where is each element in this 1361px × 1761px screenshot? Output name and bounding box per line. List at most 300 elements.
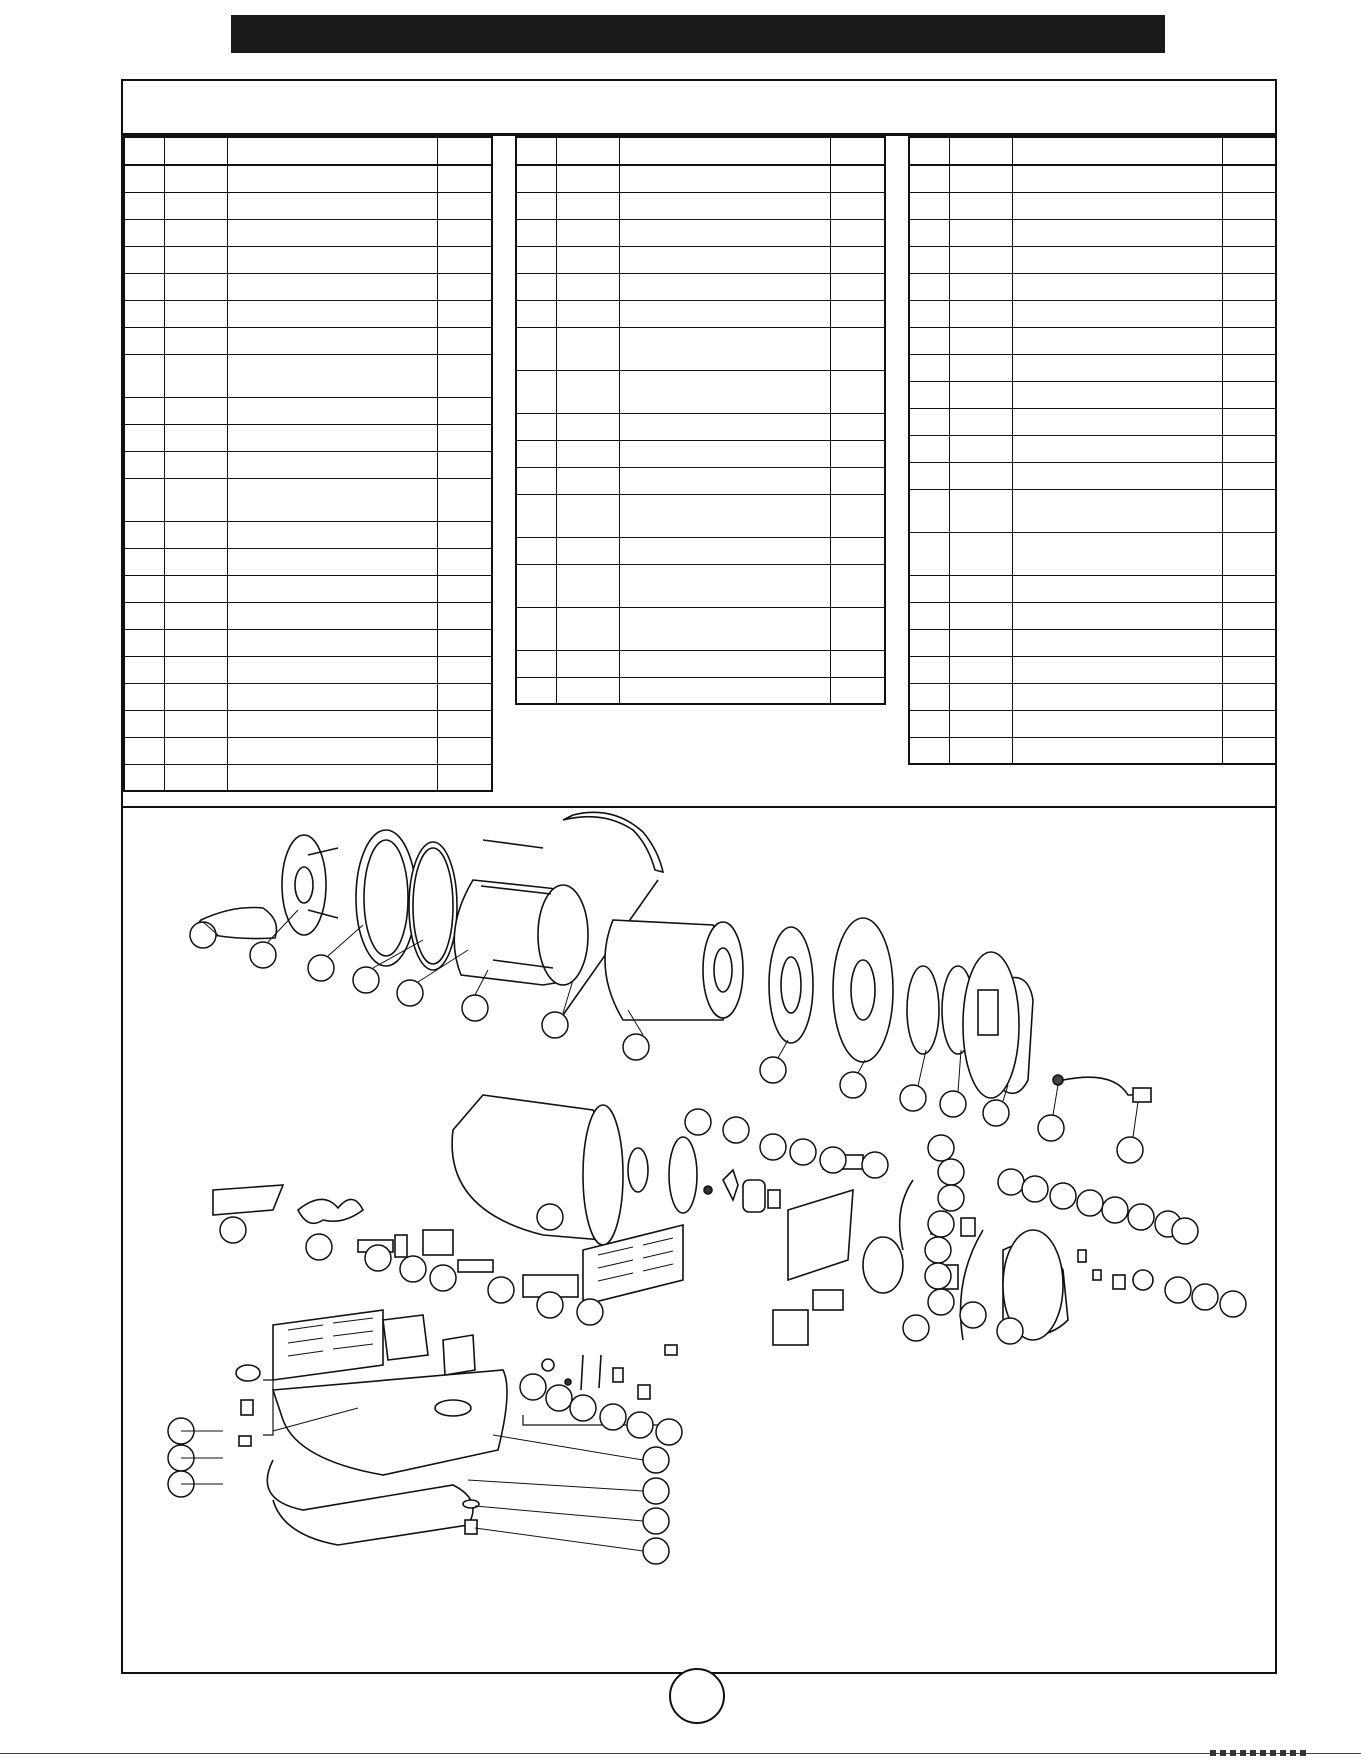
table-row <box>516 300 885 327</box>
table-cell <box>124 273 164 300</box>
table-row <box>909 408 1276 435</box>
callout-circle <box>928 1135 954 1161</box>
parts-table-left <box>123 136 493 792</box>
table-row <box>124 300 492 327</box>
table-cell <box>949 629 1012 656</box>
table-cell <box>619 413 830 440</box>
table-cell <box>556 165 619 192</box>
table-cell <box>909 489 949 532</box>
table-cell <box>164 192 227 219</box>
table-cell <box>909 327 949 354</box>
table-row <box>516 370 885 413</box>
table-cell <box>227 451 437 478</box>
table-cell <box>949 602 1012 629</box>
table-cell <box>1222 489 1276 532</box>
table-cell <box>124 656 164 683</box>
table-cell <box>1012 219 1222 246</box>
table-row <box>516 219 885 246</box>
callout-circle <box>250 942 276 968</box>
table-cell <box>164 656 227 683</box>
callout-circle <box>1050 1183 1076 1209</box>
callout-circle <box>840 1072 866 1098</box>
table-header-cell <box>516 137 556 165</box>
table-row <box>909 683 1276 710</box>
callout-circle <box>790 1139 816 1165</box>
callout-circle <box>430 1265 456 1291</box>
table-cell <box>830 607 885 650</box>
parts-list-frame <box>121 79 1277 1674</box>
table-cell <box>556 607 619 650</box>
table-cell <box>164 737 227 764</box>
table-cell <box>556 246 619 273</box>
table-cell <box>1222 300 1276 327</box>
table-cell <box>1222 602 1276 629</box>
callout-circle <box>1128 1204 1154 1230</box>
callout-circle <box>1172 1218 1198 1244</box>
exploded-parts-diagram <box>123 810 1275 1672</box>
table-cell <box>949 300 1012 327</box>
callout-circle <box>627 1412 653 1438</box>
parts-tables-area <box>123 136 1275 808</box>
callout-circle <box>983 1100 1009 1126</box>
motor-cover-part <box>213 1185 283 1215</box>
table-cell <box>949 462 1012 489</box>
pump-motor-part <box>863 1237 903 1293</box>
table-cell <box>516 440 556 467</box>
solenoid-part <box>961 1218 975 1236</box>
table-cell <box>516 564 556 607</box>
table-cell <box>227 656 437 683</box>
table-cell <box>124 246 164 273</box>
table-row <box>124 656 492 683</box>
table-row <box>124 629 492 656</box>
table-cell <box>516 537 556 564</box>
table-cell <box>516 192 556 219</box>
table-cell <box>437 165 492 192</box>
table-row <box>516 650 885 677</box>
table-cell <box>830 413 885 440</box>
table-cell <box>909 532 949 575</box>
table-row <box>124 478 492 521</box>
fitting-part-2 <box>565 1379 571 1385</box>
callout-circle <box>1102 1197 1128 1223</box>
table-cell <box>1222 219 1276 246</box>
table-cell <box>124 165 164 192</box>
table-row <box>909 462 1276 489</box>
table-header-cell <box>1012 137 1222 165</box>
table-row <box>516 467 885 494</box>
rear-ring-part <box>356 830 416 966</box>
table-cell <box>556 192 619 219</box>
table-cell <box>227 246 437 273</box>
callout-circle <box>220 1217 246 1243</box>
fan-blade-part <box>298 1199 363 1223</box>
table-row <box>516 413 885 440</box>
table-cell <box>556 327 619 370</box>
table-cell <box>437 219 492 246</box>
table-row <box>909 300 1276 327</box>
table-row <box>909 710 1276 737</box>
table-cell <box>227 629 437 656</box>
table-cell <box>516 219 556 246</box>
drain-plug-part <box>465 1520 477 1534</box>
table-row <box>124 424 492 451</box>
table-cell <box>124 737 164 764</box>
table-cell <box>949 408 1012 435</box>
table-cell <box>619 650 830 677</box>
table-cell <box>227 219 437 246</box>
table-cell <box>1012 532 1222 575</box>
table-row <box>124 165 492 192</box>
table-cell <box>619 440 830 467</box>
table-header-row <box>124 137 492 165</box>
table-header-cell <box>437 137 492 165</box>
table-cell <box>1222 462 1276 489</box>
table-cell <box>164 165 227 192</box>
table-cell <box>949 532 1012 575</box>
callout-circle <box>656 1419 682 1445</box>
table-cell <box>164 629 227 656</box>
table-cell <box>909 683 949 710</box>
table-cell <box>1012 327 1222 354</box>
table-cell <box>124 710 164 737</box>
callout-circle <box>643 1508 669 1534</box>
table-row <box>909 327 1276 354</box>
table-cell <box>227 165 437 192</box>
table-cell <box>619 327 830 370</box>
table-cell <box>1222 165 1276 192</box>
table-cell <box>516 165 556 192</box>
table-cell <box>556 537 619 564</box>
table-cell <box>164 327 227 354</box>
table-cell <box>164 602 227 629</box>
table-cell <box>124 764 164 791</box>
table-cell <box>619 607 830 650</box>
table-cell <box>949 381 1012 408</box>
callout-circle <box>1117 1137 1143 1163</box>
table-row <box>124 451 492 478</box>
table-header-cell <box>124 137 164 165</box>
table-row <box>124 397 492 424</box>
table-cell <box>227 300 437 327</box>
callout-circle <box>938 1159 964 1185</box>
table-cell <box>164 548 227 575</box>
cord-bushing-part <box>1053 1075 1063 1085</box>
table-cell <box>516 413 556 440</box>
table-cell <box>949 192 1012 219</box>
table-cell <box>516 467 556 494</box>
callout-circle <box>537 1292 563 1318</box>
top-handle-part <box>563 812 663 872</box>
table-cell <box>516 327 556 370</box>
table-cell <box>1012 165 1222 192</box>
table-cell <box>1012 246 1222 273</box>
nozzle-adapter-part <box>628 1148 648 1192</box>
table-cell <box>437 548 492 575</box>
table-cell <box>516 300 556 327</box>
cap-gasket-part <box>239 1436 251 1446</box>
table-cell <box>909 381 949 408</box>
table-cell <box>227 710 437 737</box>
table-cell <box>556 300 619 327</box>
table-cell <box>1012 710 1222 737</box>
knob-part-1 <box>1093 1270 1101 1280</box>
table-cell <box>949 219 1012 246</box>
table-cell <box>124 397 164 424</box>
table-cell <box>164 397 227 424</box>
table-cell <box>227 575 437 602</box>
table-cell <box>164 575 227 602</box>
table-cell <box>949 737 1012 764</box>
table-cell <box>227 273 437 300</box>
table-cell <box>619 192 830 219</box>
table-row <box>124 354 492 397</box>
table-cell <box>124 424 164 451</box>
fuel-filter-part <box>613 1368 623 1382</box>
spark-plug-part <box>723 1170 738 1200</box>
gasket-ring-part <box>409 842 457 970</box>
fuel-hose-cap-part <box>665 1345 677 1355</box>
lead-wire-part <box>900 1180 913 1250</box>
table-cell <box>437 629 492 656</box>
table-row <box>124 273 492 300</box>
table-header-cell <box>949 137 1012 165</box>
table-cell <box>516 650 556 677</box>
table-cell <box>124 192 164 219</box>
table-row <box>124 192 492 219</box>
table-header-cell <box>830 137 885 165</box>
table-cell <box>909 602 949 629</box>
table-cell <box>949 435 1012 462</box>
table-cell <box>227 737 437 764</box>
table-cell <box>909 435 949 462</box>
table-cell <box>619 273 830 300</box>
table-cell <box>949 656 1012 683</box>
table-header-cell <box>164 137 227 165</box>
table-cell <box>437 327 492 354</box>
table-cell <box>949 327 1012 354</box>
table-cell <box>556 467 619 494</box>
table-cell <box>164 424 227 451</box>
table-cell <box>1012 575 1222 602</box>
callout-circle <box>643 1447 669 1473</box>
callout-circle <box>600 1404 626 1430</box>
table-row <box>516 246 885 273</box>
table-cell <box>437 656 492 683</box>
table-cell <box>1222 192 1276 219</box>
table-cell <box>909 273 949 300</box>
table-cell <box>227 397 437 424</box>
table-cell <box>619 370 830 413</box>
table-cell <box>556 677 619 704</box>
callout-circle <box>820 1147 846 1173</box>
table-cell <box>516 494 556 537</box>
table-cell <box>1222 354 1276 381</box>
table-row <box>516 677 885 704</box>
table-cell <box>227 327 437 354</box>
table-cell <box>437 273 492 300</box>
table-cell <box>556 564 619 607</box>
table-cell <box>830 677 885 704</box>
table-cell <box>949 683 1012 710</box>
callout-circle <box>397 980 423 1006</box>
table-header-row <box>516 137 885 165</box>
table-row <box>909 192 1276 219</box>
callout-circle <box>623 1034 649 1060</box>
table-cell <box>227 424 437 451</box>
table-cell <box>830 246 885 273</box>
page-number-circle <box>669 1668 725 1724</box>
table-cell <box>164 683 227 710</box>
header-bar <box>231 15 1165 53</box>
table-row <box>909 165 1276 192</box>
drain-washer-part <box>463 1500 479 1508</box>
callout-circle <box>542 1012 568 1038</box>
table-cell <box>830 327 885 370</box>
table-cell <box>1222 327 1276 354</box>
table-row <box>516 440 885 467</box>
footer-mark <box>1210 1750 1310 1756</box>
table-row <box>909 629 1276 656</box>
table-row <box>124 327 492 354</box>
flat-ring-2-part <box>833 918 893 1062</box>
table-cell <box>909 192 949 219</box>
table-cell <box>124 327 164 354</box>
callout-circle <box>570 1395 596 1421</box>
table-cell <box>619 219 830 246</box>
burner-plate-part <box>669 1137 697 1213</box>
callout-circle <box>1077 1190 1103 1216</box>
callout-circle <box>306 1234 332 1260</box>
table-cell <box>164 300 227 327</box>
bracket-part-2 <box>395 1235 407 1257</box>
table-cell <box>1222 532 1276 575</box>
table-cell <box>1012 300 1222 327</box>
table-cell <box>1012 354 1222 381</box>
table-cell <box>949 354 1012 381</box>
callout-circle <box>190 922 216 948</box>
table-cell <box>619 246 830 273</box>
table-cell <box>164 219 227 246</box>
callout-circle <box>1038 1115 1064 1141</box>
table-cell <box>949 575 1012 602</box>
table-cell <box>556 650 619 677</box>
callout-circle <box>925 1237 951 1263</box>
table-cell <box>437 602 492 629</box>
callout-circle <box>1220 1291 1246 1317</box>
table-cell <box>437 192 492 219</box>
table-header-cell <box>227 137 437 165</box>
table-cell <box>909 165 949 192</box>
table-row <box>516 192 885 219</box>
table-cell <box>227 764 437 791</box>
table-row <box>124 575 492 602</box>
fitting-part-1 <box>542 1359 554 1371</box>
table-row <box>516 537 885 564</box>
tank-handle-right <box>443 1335 475 1375</box>
table-row <box>124 602 492 629</box>
callout-circle <box>997 1318 1023 1344</box>
table-row <box>124 219 492 246</box>
fuel-tank-part <box>273 1370 507 1475</box>
table-cell <box>556 494 619 537</box>
table-cell <box>1012 629 1222 656</box>
table-cell <box>909 354 949 381</box>
table-cell <box>516 677 556 704</box>
table-cell <box>164 246 227 273</box>
table-row <box>124 521 492 548</box>
table-cell <box>227 602 437 629</box>
table-cell <box>124 521 164 548</box>
table-cell <box>1222 575 1276 602</box>
callout-circle <box>723 1117 749 1143</box>
table-row <box>124 548 492 575</box>
table-cell <box>556 273 619 300</box>
table-cell <box>556 413 619 440</box>
table-cell <box>1012 408 1222 435</box>
table-row <box>124 710 492 737</box>
table-row <box>909 602 1276 629</box>
table-cell <box>909 462 949 489</box>
table-cell <box>227 548 437 575</box>
table-cell <box>909 219 949 246</box>
callout-circle <box>903 1315 929 1341</box>
table-cell <box>124 300 164 327</box>
table-cell <box>227 478 437 521</box>
flat-ring-1-part <box>769 927 813 1043</box>
table-cell <box>437 478 492 521</box>
callout-circle <box>520 1374 546 1400</box>
table-row <box>516 494 885 537</box>
table-row <box>909 532 1276 575</box>
table-row <box>516 607 885 650</box>
callout-circle <box>308 955 334 981</box>
table-cell <box>949 489 1012 532</box>
table-row <box>909 656 1276 683</box>
table-cell <box>830 564 885 607</box>
section-title-band <box>123 81 1275 136</box>
table-cell <box>909 300 949 327</box>
callout-circle <box>546 1385 572 1411</box>
callout-circle <box>1192 1284 1218 1310</box>
table-row <box>909 246 1276 273</box>
table-row <box>909 381 1276 408</box>
callout-circle <box>928 1211 954 1237</box>
table-cell <box>619 494 830 537</box>
table-cell <box>1222 435 1276 462</box>
table-cell <box>1222 683 1276 710</box>
table-cell <box>227 521 437 548</box>
table-cell <box>909 710 949 737</box>
table-cell <box>437 300 492 327</box>
table-cell <box>1012 683 1222 710</box>
flat-ring-3-part <box>907 966 939 1054</box>
fuel-tube-part-2 <box>599 1355 601 1388</box>
fuel-cap-part <box>236 1365 260 1381</box>
table-cell <box>556 440 619 467</box>
table-cell <box>516 370 556 413</box>
callout-circle <box>938 1185 964 1211</box>
table-cell <box>164 710 227 737</box>
table-cell <box>830 165 885 192</box>
table-cell <box>1222 408 1276 435</box>
callout-circle <box>353 967 379 993</box>
table-header-cell <box>556 137 619 165</box>
callout-circle <box>960 1302 986 1328</box>
table-header-cell <box>619 137 830 165</box>
table-cell <box>909 629 949 656</box>
callout-circle <box>862 1152 888 1178</box>
